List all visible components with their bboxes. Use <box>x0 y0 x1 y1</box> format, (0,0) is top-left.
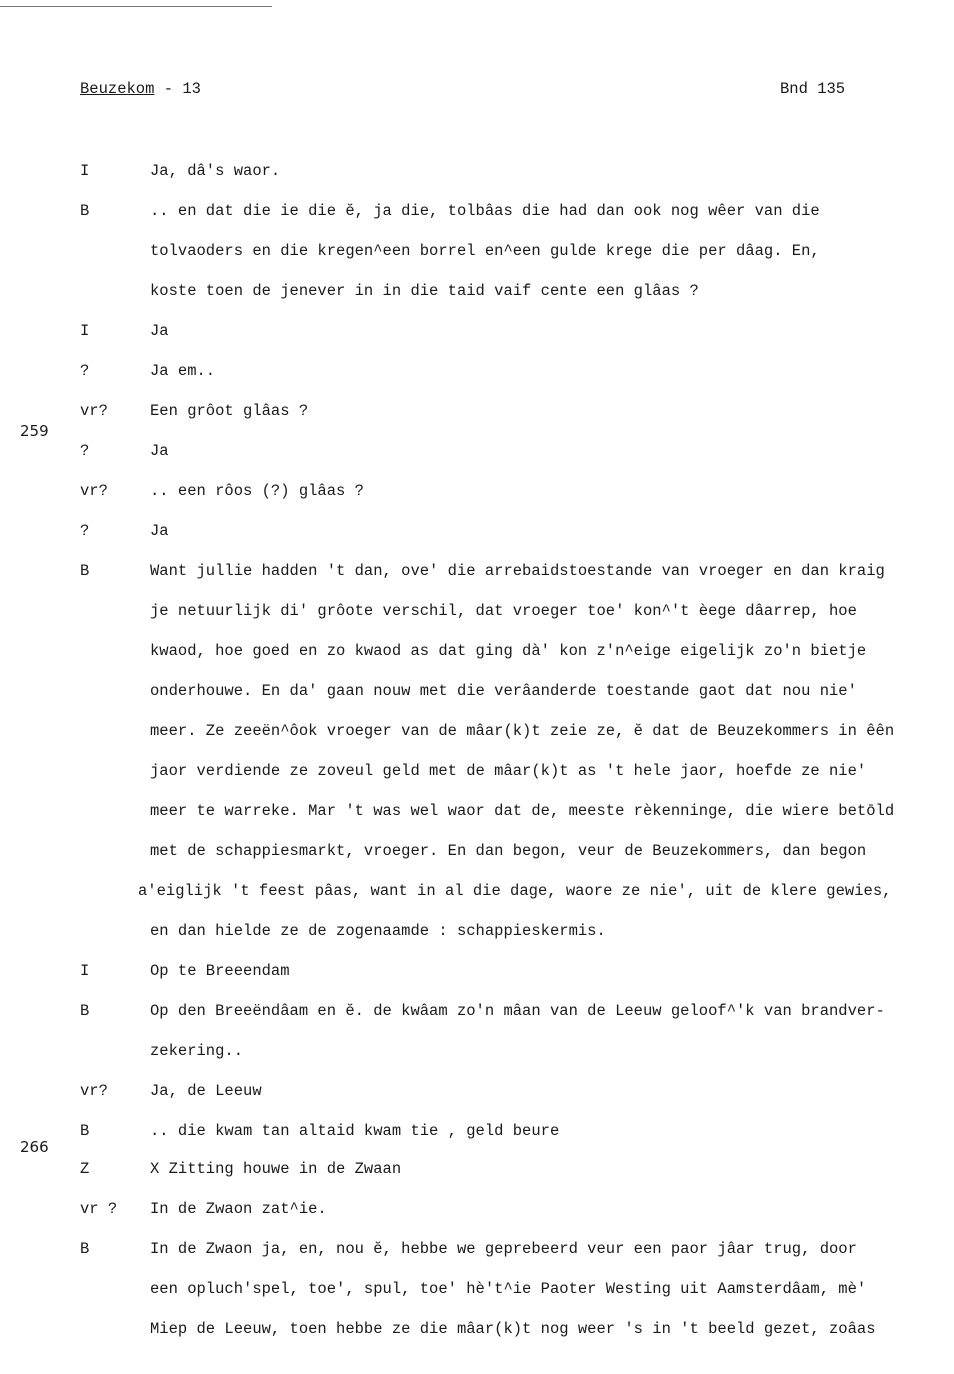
speaker-label: B <box>80 562 90 580</box>
transcript-line: jaor verdiende ze zoveul geld met de mâar(k)t as 't hele jaor, hoefde ze nie' <box>150 762 867 780</box>
transcript-line: Want jullie hadden 't dan, ove' die arrebaidstoestande van vroeger en dan kraig <box>150 562 885 580</box>
transcript-line: je netuurlijk di' grôote verschil, dat vroeger toe' kon^'t èege dâarrep, hoe <box>150 602 857 620</box>
speaker-label: Z <box>80 1160 90 1178</box>
transcript-line: meer te warreke. Mar 't was wel waor dat de, meeste rèkenninge, die wiere betōld <box>150 802 895 820</box>
transcript-line: en dan hielde ze de zogenaamde : schappieskermis. <box>150 922 606 940</box>
speaker-label: B <box>80 202 90 220</box>
transcript-line: een opluch'spel, toe', spul, toe' hè't^ie Paoter Westing uit Aamsterdâam, mè' <box>150 1280 867 1298</box>
tape-label: Bnd 135 <box>780 80 846 98</box>
title-separator: - <box>154 80 183 98</box>
page-header-left <box>80 80 201 98</box>
speaker-label: vr? <box>80 402 108 420</box>
transcript-line: In de Zwaon zat^ie. <box>150 1200 327 1218</box>
transcript-line: .. en dat die ie die ĕ, ja die, tolbâas die had dan ook nog wêer van die <box>150 202 820 220</box>
transcript-line: meer. Ze zeeën^ôok vroeger van de mâar(k)t zeie ze, ĕ dat de Beuzekommers in êên <box>150 722 895 740</box>
transcript-line: kwaod, hoe goed en zo kwaod as dat ging dà' kon z'n^eige eigelijk zo'n bietje <box>150 642 867 660</box>
speaker-label: vr? <box>80 482 108 500</box>
transcript-line: X Zitting houwe in de Zwaan <box>150 1160 402 1178</box>
speaker-label: I <box>80 962 90 980</box>
margin-counter: 266 <box>20 1138 49 1156</box>
speaker-label: B <box>80 1240 90 1258</box>
transcript-line: zekering.. <box>150 1042 244 1060</box>
transcript-line: Ja, dâ's waor. <box>150 162 281 180</box>
transcript-line: .. een rôos (?) glâas ? <box>150 482 364 500</box>
speaker-label: B <box>80 1002 90 1020</box>
transcript-line: In de Zwaon ja, en, nou ĕ, hebbe we geprebeerd veur een paor jâar trug, door <box>150 1240 857 1258</box>
document-title: Beuzekom <box>80 80 155 98</box>
transcript-line: Miep de Leeuw, toen hebbe ze die mâar(k)t nog weer 's in 't beeld gezet, zoâas <box>150 1320 876 1338</box>
transcript-line: met de schappiesmarkt, vroeger. En dan begon, veur de Beuzekommers, dan begon <box>150 842 867 860</box>
speaker-label: ? <box>80 522 90 540</box>
transcript-line: Ja <box>150 522 169 540</box>
speaker-label: ? <box>80 362 90 380</box>
transcript-line: Ja em.. <box>150 362 216 380</box>
transcript-line: tolvaoders en die kregen^een borrel en^een gulde krege die per dâag. En, <box>150 242 820 260</box>
transcript-line: Een grôot glâas ? <box>150 402 309 420</box>
transcript-line: Ja <box>150 322 169 340</box>
top-rule <box>0 6 272 7</box>
transcript-line: Ja, de Leeuw <box>150 1082 262 1100</box>
transcript-line: Ja <box>150 442 169 460</box>
speaker-label: I <box>80 322 90 340</box>
speaker-label: ? <box>80 442 90 460</box>
speaker-label: I <box>80 162 90 180</box>
speaker-label: vr? <box>80 1082 108 1100</box>
transcript-line: a'eiglijk 't feest pâas, want in al die dage, waore ze nie', uit de klere gewies, <box>138 882 892 900</box>
page-number: 13 <box>182 80 201 98</box>
transcript-line: Op den Breeëndâam en ĕ. de kwâam zo'n mâan van de Leeuw geloof^'k van brandver- <box>150 1002 885 1020</box>
margin-counter: 259 <box>20 422 49 440</box>
transcript-line: koste toen de jenever in in die taid vaif cente een glâas ? <box>150 282 699 300</box>
transcript-line: .. die kwam tan altaid kwam tie , geld beure <box>150 1122 560 1140</box>
speaker-label: B <box>80 1122 90 1140</box>
transcript-line: onderhouwe. En da' gaan nouw met die verâanderde toestande gaot dat nou nie' <box>150 682 857 700</box>
speaker-label: vr ? <box>80 1200 118 1218</box>
transcript-line: Op te Breeendam <box>150 962 290 980</box>
